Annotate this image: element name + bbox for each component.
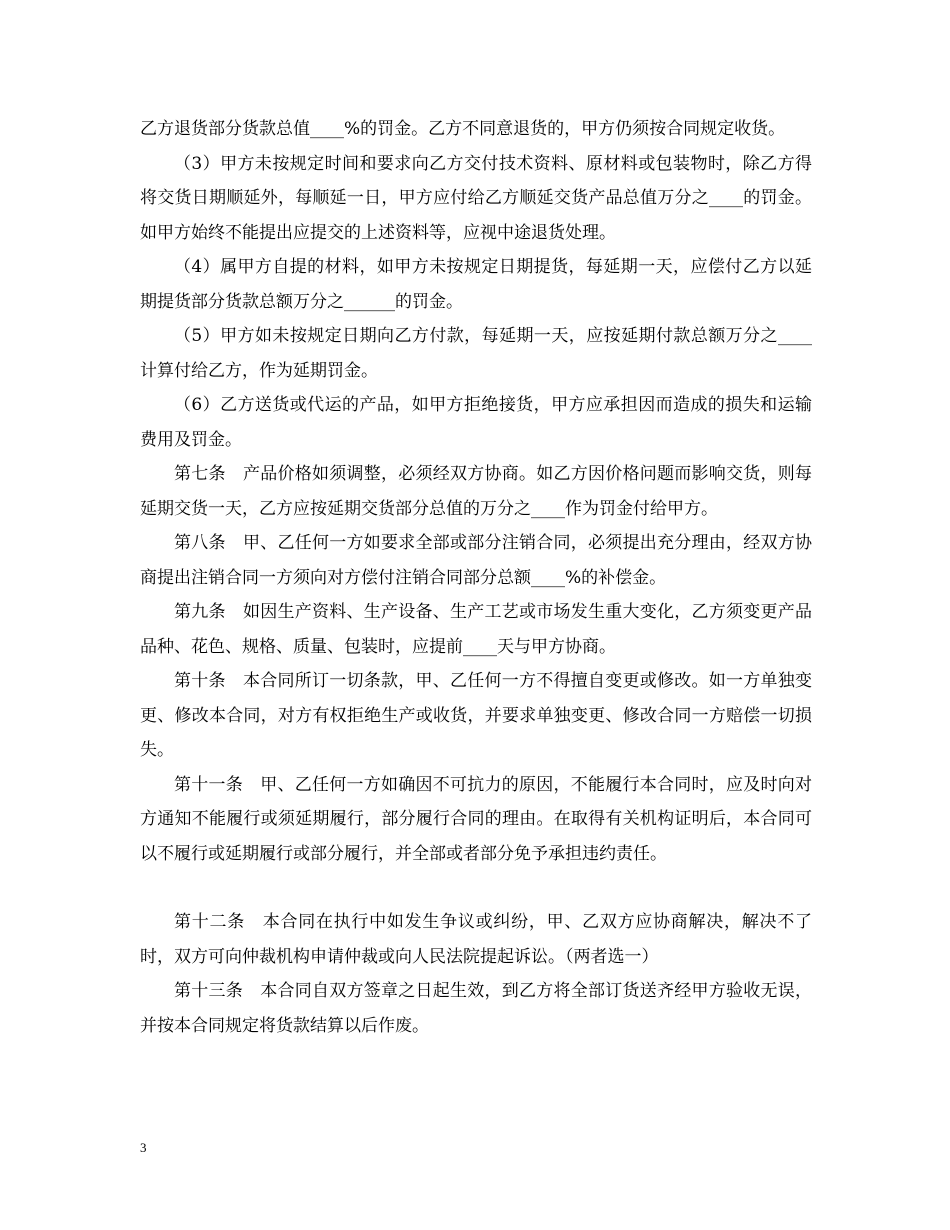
paragraph-clause-3-materials: （3）甲方未按规定时间和要求向乙方交付技术资料、原材料或包装物时，除乙方得将交货日期顺延外，每顺延一日，甲方应付给乙方顺延交货产品总值万分之____的罚金。如甲方始终不能提出应提交的上述资料等，应视中途退货处理。 (140, 153, 812, 243)
paragraph-spacer (140, 871, 812, 905)
paragraph-article-13: 第十三条 本合同自双方签章之日起生效，到乙方将全部订货送齐经甲方验收无误，并按本合同规定将货款结算以后作废。 (140, 981, 812, 1036)
page-number: 3 (140, 1140, 147, 1155)
paragraph-article-8: 第八条 甲、乙任何一方如要求全部或部分注销合同，必须提出充分理由，经双方协商提出注销合同一方须向对方偿付注销合同部分总额____%的补偿金。 (140, 533, 812, 588)
paragraph-return-penalty-continued: 乙方退货部分货款总值____%的罚金。乙方不同意退货的，甲方仍须按合同规定收货。 (140, 119, 786, 139)
paragraph-article-9: 第九条 如因生产资料、生产设备、生产工艺或市场发生重大变化，乙方须变更产品品种、花色、规格、质量、包装时，应提前____天与甲方协商。 (140, 602, 812, 657)
paragraph-article-12: 第十二条 本合同在执行中如发生争议或纠纷，甲、乙双方应协商解决，解决不了时，双方可向仲裁机构申请仲裁或向人民法院提起诉讼。（两者选一） (140, 912, 812, 967)
paragraph-article-7: 第七条 产品价格如须调整，必须经双方协商。如乙方因价格问题而影响交货，则每延期交货一天，乙方应按延期交货部分总值的万分之____作为罚金付给甲方。 (140, 464, 812, 519)
paragraph-clause-5-payment: （5）甲方如未按规定日期向乙方付款，每延期一天，应按延期付款总额万分之____计算付给乙方，作为延期罚金。 (140, 326, 812, 381)
paragraph-article-10: 第十条 本合同所订一切条款，甲、乙任何一方不得擅自变更或修改。如一方单独变更、修改本合同，对方有权拒绝生产或收货，并要求单独变更、修改合同一方赔偿一切损失。 (140, 671, 812, 760)
document-body (140, 112, 812, 1043)
paragraph-article-11: 第十一条 甲、乙任何一方如确因不可抗力的原因，不能履行本合同时，应及时向对方通知不能履行或须延期履行，部分履行合同的理由。在取得有关机构证明后，本合同可以不履行或延期履行或部分履行，并全部或者部分免予承担违约责任。 (140, 774, 812, 864)
paragraph-clause-4-pickup: （4）属甲方自提的材料，如甲方未按规定日期提货，每延期一天，应偿付乙方以延期提货部分货款总额万分之______的罚金。 (140, 257, 812, 312)
paragraph-clause-6-delivery: （6）乙方送货或代运的产品，如甲方拒绝接货，甲方应承担因而造成的损失和运输费用及罚金。 (140, 395, 812, 450)
